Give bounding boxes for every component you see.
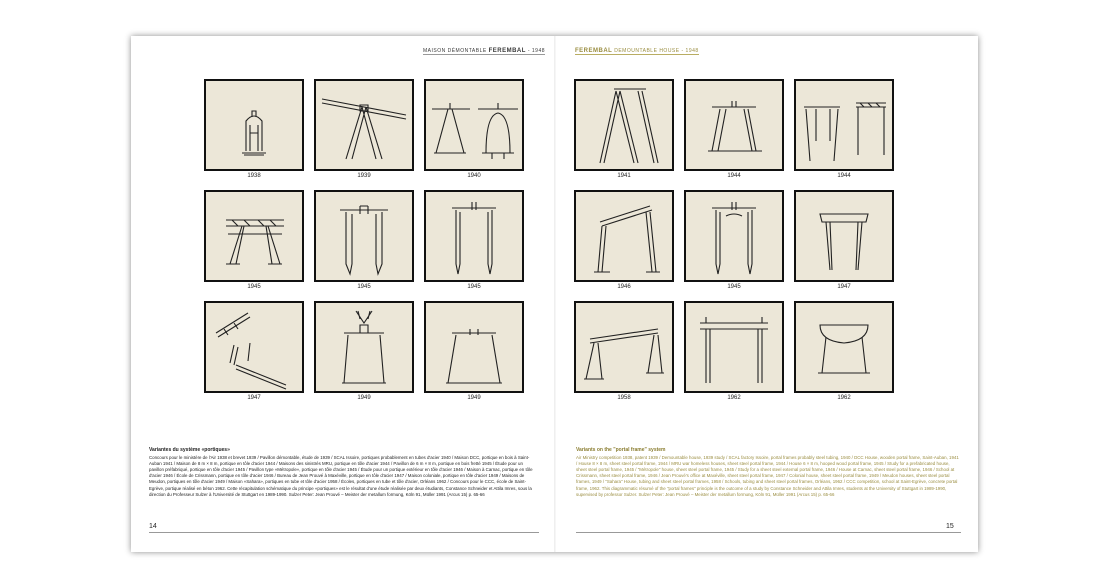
drawing-year: 1949: [357, 395, 371, 401]
crane-portal-icon: [316, 303, 412, 391]
drawing-tile: [574, 79, 674, 171]
drawing-year: 1945: [357, 284, 371, 290]
header-suffix: DEMOUNTABLE HOUSE: [614, 48, 680, 54]
drawing-year: 1944: [727, 173, 741, 179]
twin-portals-icon: [426, 81, 522, 169]
truss-portal-icon: [206, 192, 302, 280]
drawing-year: 1946: [617, 284, 631, 290]
drawing-tile: [204, 190, 304, 282]
book-gutter: [554, 36, 556, 552]
header-prefix: MAISON DÉMONTABLE: [423, 48, 487, 54]
header-year: - 1948: [527, 48, 546, 54]
drawing-tile: [794, 79, 894, 171]
drawing-tile: [794, 190, 894, 282]
running-header-right: [575, 48, 699, 55]
tilted-portal-icon: [316, 81, 412, 169]
drawing-tile: [314, 301, 414, 393]
drawing-tile: [684, 301, 784, 393]
caption-body: Concours pour le ministère de l'Air 1938 et brevet 1939 / Pavillon démontable, étude de 1939 / SCAL Issoire, portiques probablement en tubes d'acier 1940 / Maison DCC, portique en bois à Saint-Auban 1941 / Maison de 8 m × 8 m, portique en tôle d'acier 1944 / Maisons des sinistrés MRU, portique en tôle d'acier 1944 / Pavillon de 6 m × 8 m, portique en bois fretté 1945 / Étude pour un pavillon préfabriqué, portique en tôle d'acier 1945 / Pavillon type «Métropole», portique en tôle d'acier 1945 / Étude pour un portique extérieur en tôle d'acier 1946 / Maison à Carnac, portique en tôle d'acier 1946 / École de Crissmann, portique en tôle d'acier 1946 / Bureau de Jean Prouvé à Maxéville, portique en tôle d'acier 1947 / Maison coloniale, portique en tôle d'acier 1949 / Maisons de Meudon, portiques en tôle d'acier 1949 / Maison «Sahara», portiques en tube et tôle d'acier 1958 / Écoles, portiques en tube et tôle d'acier, Orléans 1962 / Concours pour le CCC, école de Saint-Egrève, portique réalisé en béton 1962. Cette récapitulation schématique du principe «portiques» est le résultat d'une étude réalisée par deux étudiants, Constance Schneider et Attila Imres, sous la direction du Professeur Sulzer à l'Université de Stuttgart en 1989-1990. Sulzer Peter: Jean Prouvé – Meister der metallum formung, Köln 91, Müller 1991 (Arcus 15) p. 65-66: [149, 455, 533, 497]
trestle-portal-icon: [686, 81, 782, 169]
exploded-portal-icon: [206, 303, 302, 391]
drawing-tile: [314, 190, 414, 282]
bowl-portal-icon: [796, 303, 892, 391]
header-title: FEREMBAL: [488, 48, 526, 54]
drawing-tile: [314, 79, 414, 171]
tall-portal-icon: [686, 192, 782, 280]
drawing-year: 1945: [467, 284, 481, 290]
drawing-tile: [684, 79, 784, 171]
drawing-year: 1941: [617, 173, 631, 179]
drawing-tile: [794, 301, 894, 393]
drawing-year: 1947: [247, 395, 261, 401]
drawing-tile: [424, 301, 524, 393]
portal-post-icon: [206, 81, 302, 169]
tall-portal-icon: [426, 192, 522, 280]
drawing-tile: [204, 79, 304, 171]
wide-portal-icon: [576, 192, 672, 280]
drawing-year: 1947: [837, 284, 851, 290]
drawing-tile: [684, 190, 784, 282]
running-header-left: [423, 48, 545, 55]
table-frame-icon: [796, 81, 892, 169]
drawing-tile: [574, 190, 674, 282]
caption-title: Variantes du système «portiques»: [149, 447, 230, 453]
drawing-year: 1958: [617, 395, 631, 401]
tall-portal-icon: [316, 192, 412, 280]
drawing-tile: [204, 301, 304, 393]
beam-portal-icon: [686, 303, 782, 391]
caption-body: Air Ministry competition 1938, patent 1939 / Demountable house, 1939 study / SCAL factory Issoire, portal frames probably steel tubing, 1940 / DCC House, wooden portal frame, Saint-Auban, 1941 / House 8 × 8 m, sheet steel portal frame, 1944 / MRU war homeless houses, sheet steel portal frame, 1944 / House 6 × 8 m, hooped wood portal frame, 1945 / Study for a prefabricated house, sheet steel portal frame, 1945 / "Métropole" house, sheet steel portal frame, 1945 / Study for a sheet steel external portal frame, 1946 / House at Carnac, sheet steel portal frame, 1946 / School at Crissmann, sheet steel portal frame, 1946 / Jean Prouvé's office at Maxéville, sheet steel portal frame, 1947 / Colonial house, sheet steel portal frame, 1949 / Meudon houses, sheet steel portal frames, 1949 / "Sahara" House, tubing and sheet steel portal frames, 1958 / Schools, tubing and sheet steel portal frames, Orléans, 1962 / CCC competition, school at Saint-Egrève, concrete portal frame, 1962. This diagrammatic résumé of the "portal frames" principle is the outcome of a study by Constance Schneider and Attila Imres, students at the University of Stuttgart in 1989-1990, supervised by professor Sulzer. Sulzer Peter: Jean Prouvé – Meister der metallum formung, Köln 91, Müller 1991 (Arcus 15) p. 65-66: [576, 455, 959, 497]
caption-title: Variants on the "portal frame" system: [576, 447, 666, 453]
caption-block-right: [576, 447, 961, 498]
drawing-year: 1945: [727, 284, 741, 290]
drawing-year: 1949: [467, 395, 481, 401]
drawing-year: 1938: [247, 173, 261, 179]
splayed-portal-icon: [426, 303, 522, 391]
book-spread: [131, 36, 978, 552]
a-frame-portal-icon: [576, 81, 672, 169]
drawing-year: 1945: [247, 284, 261, 290]
long-span-portal-icon: [576, 303, 672, 391]
footer-rule: [149, 532, 539, 533]
drawing-tile: [574, 301, 674, 393]
caption-block-left: [149, 447, 534, 498]
drawing-year: 1962: [727, 395, 741, 401]
drawing-year: 1962: [837, 395, 851, 401]
header-title: FEREMBAL: [575, 48, 613, 54]
drawing-tile: [424, 79, 524, 171]
header-year: - 1948: [681, 48, 699, 54]
stool-portal-icon: [796, 192, 892, 280]
footer-rule: [576, 532, 961, 533]
page-number: 14: [149, 523, 157, 530]
drawing-year: 1944: [837, 173, 851, 179]
drawing-tile: [424, 190, 524, 282]
drawing-year: 1940: [467, 173, 481, 179]
drawing-year: 1939: [357, 173, 371, 179]
page-number: 15: [946, 523, 954, 530]
